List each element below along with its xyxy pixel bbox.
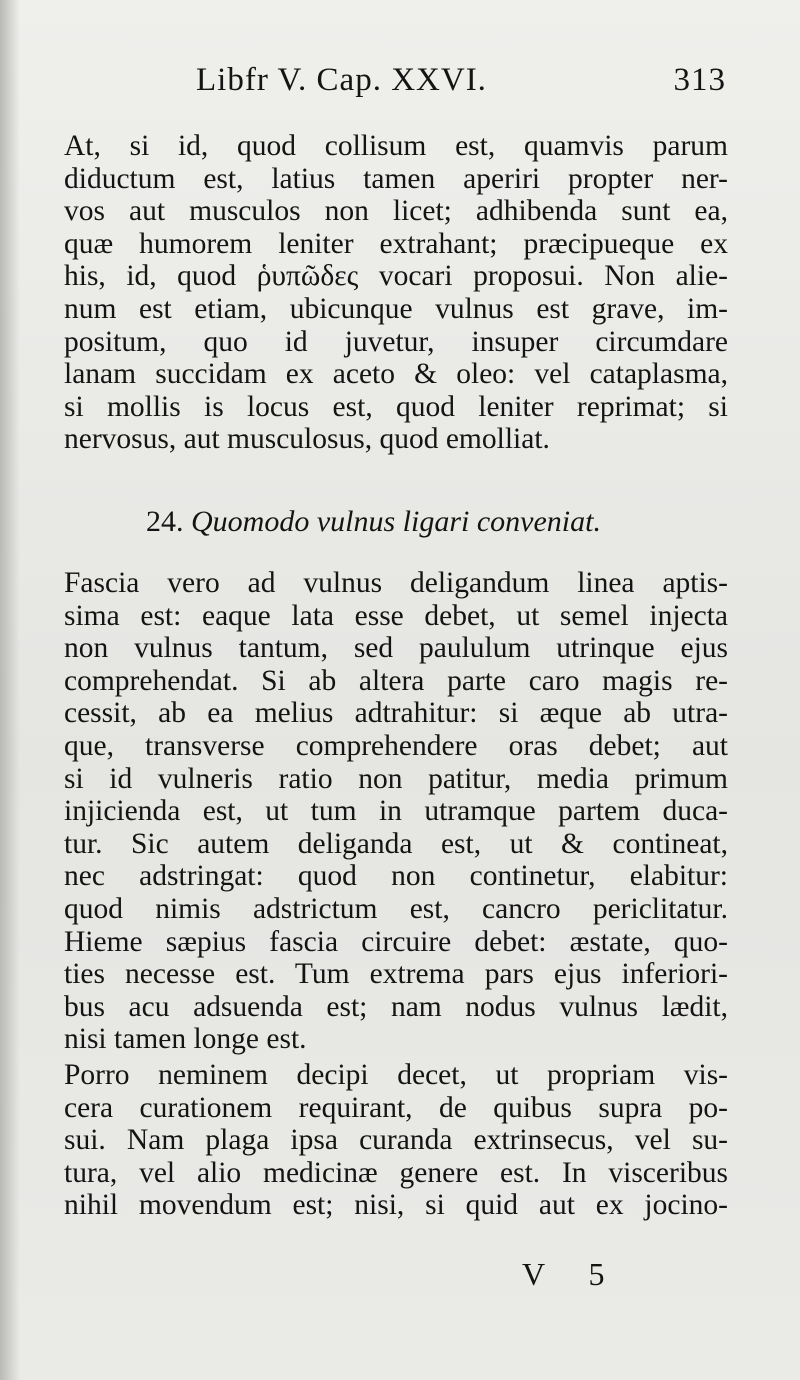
text-line: non vulnus tantum, sed paululum utrinque ejus <box>64 632 728 665</box>
text-line: Fascia vero ad vulnus deligandum linea aptis- <box>64 567 728 599</box>
text-line: diductum est, latius tamen aperiri propter ner- <box>64 162 728 195</box>
text-line: his, id, quod ῥυπῶδες vocari proposui. Non alie- <box>64 260 728 293</box>
text-line: que, transverse comprehendere oras debet; aut <box>64 729 728 762</box>
text-line: ties necesse est. Tum extrema pars ejus inferiori- <box>64 958 728 991</box>
text-line: nervosus, aut musculosus, quod emolliat. <box>64 423 550 456</box>
text-line: injicienda est, ut tum in utramque partem duca- <box>64 795 728 828</box>
text-line: tura, vel alio medicinæ genere est. In visceribus <box>64 1156 728 1189</box>
text-line: si id vulneris ratio non patitur, media primum <box>64 762 728 795</box>
section-heading <box>146 505 601 539</box>
text-line: At, si id, quod collisum est, quamvis parum <box>64 130 728 162</box>
paragraph-2 <box>64 567 728 1056</box>
text-line: nisi tamen longe est. <box>64 1023 307 1056</box>
page-number: 313 <box>673 62 726 98</box>
text-line: tur. Sic autem deliganda est, ut & contineat, <box>64 827 728 860</box>
text-line: cessit, ab ea melius adtrahitur: si æque ab utra- <box>64 697 728 730</box>
text-line: vos aut musculos non licet; adhibenda sunt ea, <box>64 195 728 228</box>
paragraph-1 <box>64 130 728 456</box>
section-title: Quomodo vulnus ligari conveniat. <box>191 505 601 538</box>
text-line: sima est: eaque lata esse debet, ut semel injecta <box>64 599 728 632</box>
signature-mark: V 5 <box>522 1256 623 1292</box>
text-line: si mollis is locus est, quod leniter reprimat; si <box>64 390 728 423</box>
text-line: bus acu adsuenda est; nam nodus vulnus lædit, <box>64 990 728 1023</box>
text-line: Hieme sæpius fascia circuire debet: æstate, quo- <box>64 925 728 958</box>
section-number: 24. <box>146 505 184 538</box>
page-gutter-shadow <box>0 0 20 1380</box>
text-line: quod nimis adstrictum est, cancro periclitatur. <box>64 892 728 925</box>
running-head-title: Libfr V. Cap. XXVI. <box>196 62 487 98</box>
text-line: Porro neminem decipi decet, ut propriam vis- <box>64 1059 728 1091</box>
text-line: comprehendat. Si ab altera parte caro magis re- <box>64 664 728 697</box>
text-line: nec adstringat: quod non continetur, elabitur: <box>64 860 728 893</box>
text-line: sui. Nam plaga ipsa curanda extrinsecus, vel su- <box>64 1124 728 1157</box>
text-line: cera curationem requirant, de quibus supra po- <box>64 1091 728 1124</box>
text-line: lanam succidam ex aceto & oleo: vel cataplasma, <box>64 358 728 391</box>
text-line: num est etiam, ubicunque vulnus est grave, im- <box>64 292 728 325</box>
text-line: positum, quo id juvetur, insuper circumdare <box>64 325 728 358</box>
text-line: quæ humorem leniter extrahant; præcipueque ex <box>64 227 728 260</box>
text-line: nihil movendum est; nisi, si quid aut ex jocino- <box>64 1189 728 1222</box>
paragraph-3 <box>64 1059 728 1222</box>
